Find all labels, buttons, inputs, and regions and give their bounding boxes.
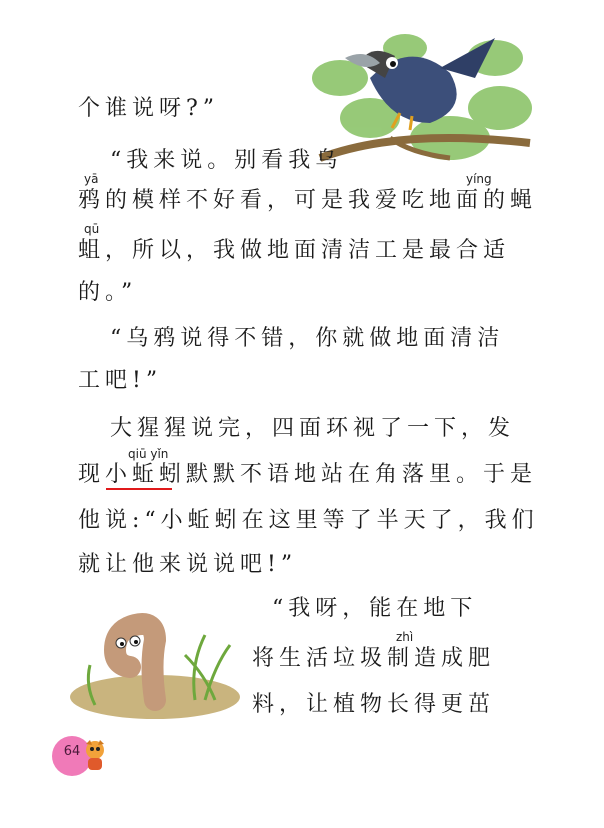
text-line-7: 工吧!” [78,368,163,393]
text-line-1: 个谁说呀?” [78,96,220,121]
text-line-3: 鸦的模样不好看，可是我爱吃地面的蝇 [78,188,538,213]
pinyin-ya: yā [84,172,99,186]
pinyin-qu: qū [84,222,100,236]
text-line-10: 他说:“小蚯蚓在这里等了半天了，我们 [78,508,539,533]
text-line-9: 现小蚯蚓默默不语地站在角落里。于是 [78,462,538,487]
proper-noun-underline [106,488,172,490]
text-line-11: 就让他来说说吧!” [78,552,298,577]
pinyin-ying: yíng [466,172,492,186]
page-mascot-icon [78,738,112,774]
pinyin-qiuyin: qiū yǐn [128,447,169,461]
text-line-5: 的。” [78,280,138,305]
text-line-12: “我呀，能在地下 [272,596,478,621]
page-number: 64 [63,744,81,759]
text-line-8: 大猩猩说完，四面环视了一下，发 [110,416,516,441]
text-line-2: “我来说。别看我乌 [110,148,343,173]
text-line-13: 将生活垃圾制造成肥 [252,646,496,671]
text-line-4: 蛆，所以，我做地面清洁工是最合适 [78,238,511,263]
earthworm-illustration [55,605,255,725]
text-line-6: “乌鸦说得不错，你就做地面清洁 [110,326,505,351]
pinyin-zhi: zhì [396,630,414,644]
text-line-14: 料，让植物长得更茁 [252,692,496,717]
